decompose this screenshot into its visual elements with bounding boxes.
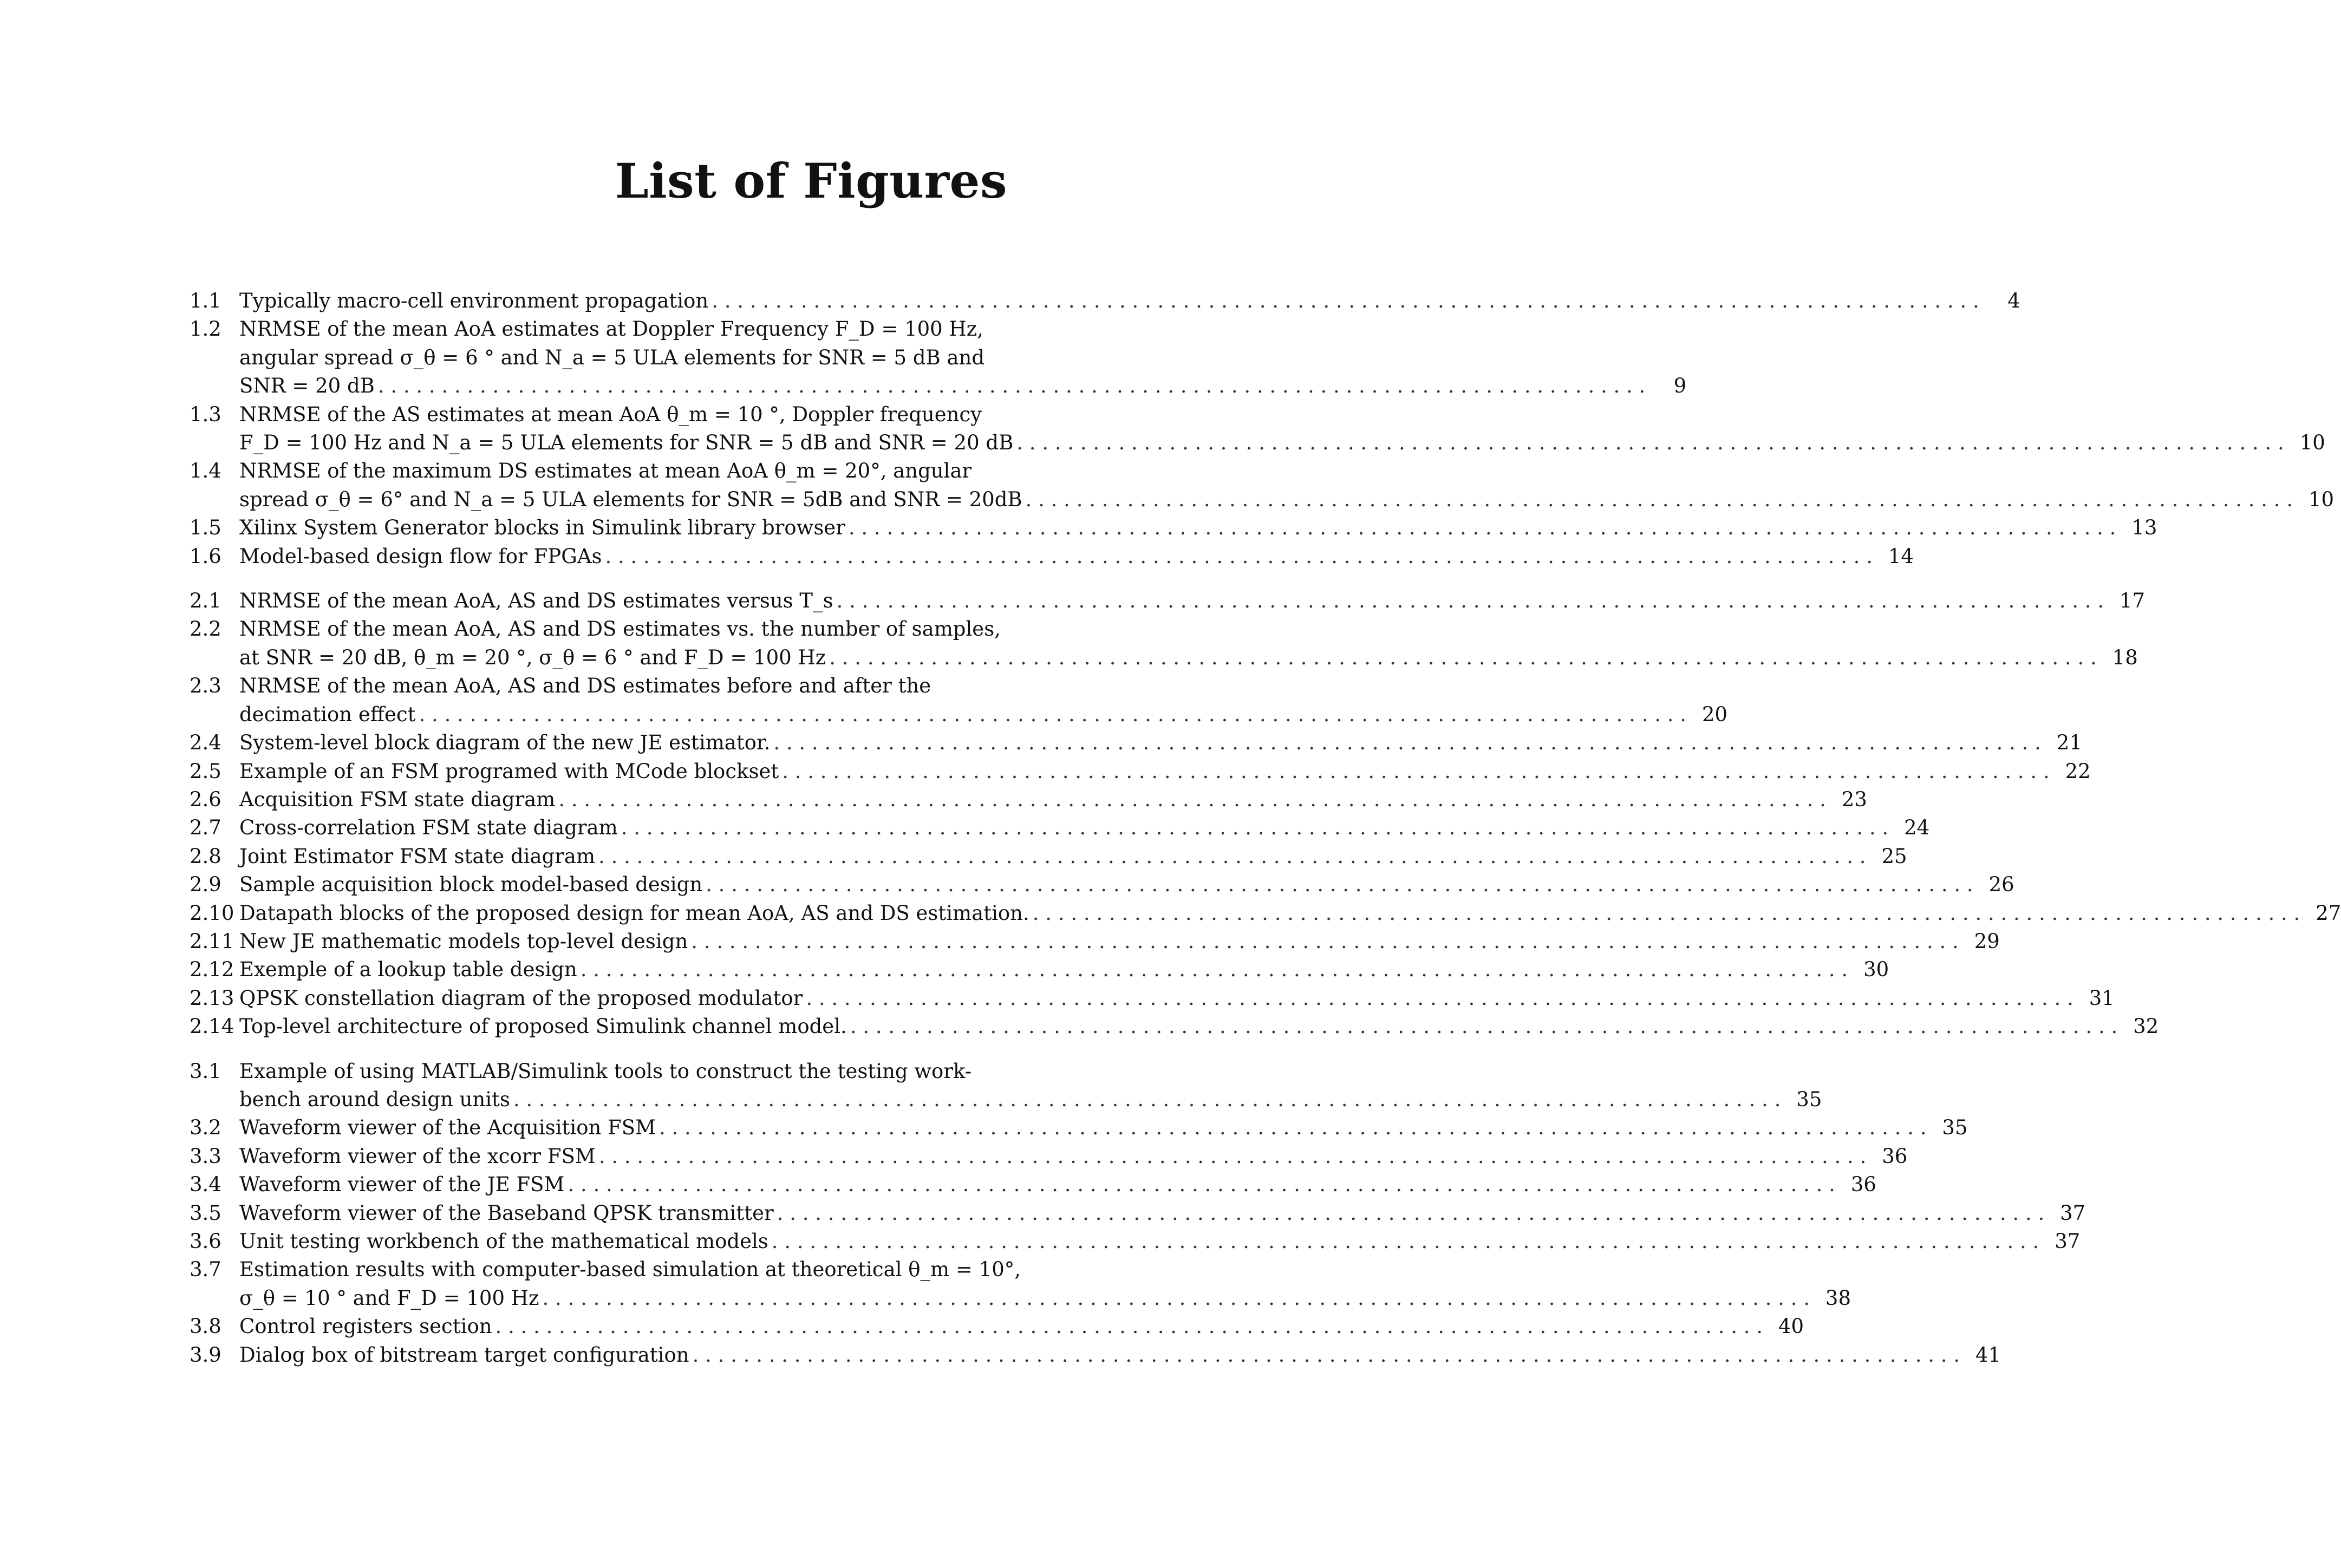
caption-text: NRMSE of the mean AoA, AS and DS estimates versus T_s <box>239 589 833 613</box>
figure-caption <box>239 1256 1851 1312</box>
figure-caption <box>239 927 2000 956</box>
page-number: 14 <box>1888 544 1914 568</box>
page-number: 40 <box>1778 1315 1804 1338</box>
figure-number: 3.9 <box>190 1343 221 1367</box>
figure-entry[interactable] <box>190 457 2335 514</box>
figure-caption <box>239 315 1687 400</box>
page-number: 36 <box>1850 1173 1876 1197</box>
page-number: 30 <box>1863 958 1889 982</box>
caption-text: at SNR = 20 dB, θ_m = 20 °, σ_θ = 6 ° and F_D = 100 Hz <box>239 645 826 669</box>
caption-text: Unit testing workbench of the mathematical models <box>239 1230 768 1253</box>
dot-leader <box>774 1199 2048 1227</box>
caption-last-line <box>239 1341 2001 1369</box>
dot-leader <box>833 587 2108 615</box>
page-number: 35 <box>1796 1087 1822 1111</box>
dot-leader <box>577 956 1851 984</box>
chapter-group <box>190 587 2341 1041</box>
figure-caption <box>239 672 1728 729</box>
figure-number: 3.1 <box>190 1059 221 1083</box>
figure-caption <box>239 287 2020 315</box>
page-number: 20 <box>1701 702 1728 726</box>
figure-entry[interactable] <box>190 543 1914 571</box>
dot-leader <box>595 842 1869 871</box>
page-number: 4 <box>2007 289 2020 312</box>
page-number: 36 <box>1882 1144 1908 1168</box>
chapter-group <box>190 1057 2086 1369</box>
dot-leader <box>555 786 1829 814</box>
page-number: 37 <box>2060 1201 2086 1225</box>
page-number: 29 <box>1974 929 2000 953</box>
figure-caption <box>239 1227 2081 1256</box>
figure-entry[interactable] <box>190 1114 1968 1142</box>
caption-text: σ_θ = 10 ° and F_D = 100 Hz <box>239 1286 539 1310</box>
figure-caption <box>239 1012 2159 1041</box>
caption-text: Waveform viewer of the xcorr FSM <box>239 1144 596 1168</box>
figure-entry[interactable] <box>190 1057 1822 1114</box>
page-number: 9 <box>1673 374 1687 398</box>
figure-number: 2.9 <box>190 873 221 897</box>
caption-last-line <box>239 984 2115 1012</box>
figure-caption <box>239 757 2091 786</box>
figure-entry[interactable] <box>190 287 2020 315</box>
caption-last-line <box>239 644 2138 672</box>
figure-entry[interactable] <box>190 842 1907 871</box>
figure-number: 2.1 <box>190 589 221 613</box>
figure-entry[interactable] <box>190 587 2146 615</box>
dot-leader <box>702 871 1977 899</box>
figure-number: 1.1 <box>190 289 221 312</box>
caption-text: F_D = 100 Hz and N_a = 5 ULA elements for SNR = 5 dB and SNR = 20 dB <box>239 431 1014 455</box>
page-title: List of Figures <box>615 153 1007 209</box>
dot-leader <box>618 814 1892 842</box>
caption-line: NRMSE of the mean AoA, AS and DS estimates vs. the number of samples, <box>239 617 1001 641</box>
figure-caption <box>239 457 2335 514</box>
figure-number: 3.8 <box>190 1315 221 1338</box>
figure-caption <box>239 814 1930 842</box>
figure-number: 1.3 <box>190 402 221 426</box>
caption-text: Example of an FSM programed with MCode blockset <box>239 759 779 783</box>
caption-text: New JE mathematic models top-level design <box>239 929 688 953</box>
figure-number: 3.5 <box>190 1201 221 1225</box>
figure-caption <box>239 729 2082 757</box>
caption-line: Estimation results with computer-based simulation at theoretical θ_m = 10°, <box>239 1258 1021 1282</box>
caption-last-line <box>239 729 2082 757</box>
chapter-group <box>190 287 2335 571</box>
figure-number: 2.2 <box>190 617 221 641</box>
list-of-figures <box>190 287 2341 1386</box>
figure-caption <box>239 984 2115 1012</box>
caption-last-line <box>239 1012 2159 1041</box>
figure-entry[interactable] <box>190 1312 1804 1341</box>
caption-line: NRMSE of the mean AoA, AS and DS estimates before and after the <box>239 674 931 698</box>
dot-leader <box>510 1086 1784 1114</box>
figure-entry[interactable] <box>190 757 2091 786</box>
figure-entry[interactable] <box>190 899 2341 927</box>
caption-text: Joint Estimator FSM state diagram <box>239 844 596 868</box>
caption-text: Sample acquisition block model-based design <box>239 873 703 897</box>
caption-text: QPSK constellation diagram of the proposed modulator <box>239 986 803 1010</box>
caption-text: Exemple of a lookup table design <box>239 958 577 982</box>
caption-last-line <box>239 587 2146 615</box>
caption-text: SNR = 20 dB <box>239 374 375 398</box>
figure-caption <box>239 899 2341 927</box>
figure-number: 1.6 <box>190 544 221 568</box>
caption-line: NRMSE of the AS estimates at mean AoA θ_m = 10 °, Doppler frequency <box>239 402 982 426</box>
caption-last-line <box>239 1227 2081 1256</box>
caption-text: Cross-correlation FSM state diagram <box>239 816 618 840</box>
figure-entry[interactable] <box>190 871 2014 899</box>
figure-caption <box>239 615 2138 672</box>
caption-last-line <box>239 1199 2086 1227</box>
caption-last-line <box>239 514 2157 542</box>
caption-last-line <box>239 1312 1804 1341</box>
page-number: 27 <box>2316 901 2341 925</box>
figure-number: 1.5 <box>190 516 221 540</box>
figure-caption <box>239 1341 2001 1369</box>
figure-caption <box>239 842 1907 871</box>
caption-line: angular spread σ_θ = 6 ° and N_a = 5 ULA elements for SNR = 5 dB and <box>239 345 985 369</box>
figure-entry[interactable] <box>190 786 1867 814</box>
page-number: 26 <box>1988 873 2014 897</box>
figure-caption <box>239 401 2325 458</box>
caption-last-line <box>239 486 2335 514</box>
figure-entry[interactable] <box>190 1012 2159 1041</box>
figure-entry[interactable] <box>190 1341 2001 1369</box>
dot-leader <box>539 1284 1814 1312</box>
page-number: 37 <box>2055 1230 2081 1253</box>
figure-number: 2.13 <box>190 986 234 1010</box>
dot-leader <box>492 1312 1766 1341</box>
dot-leader <box>768 1227 2043 1256</box>
caption-text: Control registers section <box>239 1315 492 1338</box>
dot-leader <box>1022 486 2297 514</box>
caption-text: Typically macro-cell environment propagation <box>239 289 709 312</box>
figure-caption <box>239 1057 1822 1114</box>
caption-last-line <box>239 287 2020 315</box>
figure-number: 2.12 <box>190 958 234 982</box>
caption-last-line <box>239 757 2091 786</box>
caption-last-line <box>239 842 1907 871</box>
page-number: 25 <box>1881 844 1907 868</box>
caption-last-line <box>239 1114 1968 1142</box>
caption-text: System-level block diagram of the new JE estimator. <box>239 731 771 755</box>
dot-leader <box>1029 899 2304 927</box>
figure-entry[interactable] <box>190 984 2115 1012</box>
caption-last-line <box>239 899 2341 927</box>
figure-entry[interactable] <box>190 956 1889 984</box>
caption-text: Top-level architecture of proposed Simulink channel model. <box>239 1015 847 1038</box>
figure-entry[interactable] <box>190 514 2157 542</box>
dot-leader <box>416 701 1690 729</box>
caption-line: NRMSE of the maximum DS estimates at mean AoA θ_m = 20°, angular <box>239 459 972 483</box>
page-number: 35 <box>1942 1116 1968 1140</box>
figure-entry[interactable] <box>190 1171 1876 1199</box>
figure-entry[interactable] <box>190 1256 1851 1312</box>
page-number: 21 <box>2056 731 2082 755</box>
figure-caption <box>239 956 1889 984</box>
figure-entry[interactable] <box>190 927 2000 956</box>
figure-number: 2.8 <box>190 844 221 868</box>
dot-leader <box>688 927 1962 956</box>
figure-entry[interactable] <box>190 1227 2081 1256</box>
caption-text: Xilinx System Generator blocks in Simulink library browser <box>239 516 845 540</box>
dot-leader <box>602 543 1876 571</box>
dot-leader <box>708 287 1983 315</box>
caption-text: spread σ_θ = 6° and N_a = 5 ULA elements for SNR = 5dB and SNR = 20dB <box>239 487 1022 511</box>
caption-last-line <box>239 372 1687 400</box>
caption-last-line <box>239 701 1728 729</box>
dot-leader <box>1013 429 2287 457</box>
caption-last-line <box>239 956 1889 984</box>
figure-number: 2.14 <box>190 1015 234 1038</box>
caption-last-line <box>239 1171 1876 1199</box>
dot-leader <box>803 984 2077 1012</box>
dot-leader <box>770 729 2044 757</box>
dot-leader <box>596 1142 1870 1171</box>
figure-entry[interactable] <box>190 315 1687 400</box>
caption-text: Dialog box of bitstream target configuration <box>239 1343 689 1367</box>
caption-last-line <box>239 1284 1851 1312</box>
dot-leader <box>564 1171 1838 1199</box>
caption-last-line <box>239 1086 1822 1114</box>
figure-number: 2.6 <box>190 787 221 811</box>
caption-text: Waveform viewer of the Baseband QPSK transmitter <box>239 1201 774 1225</box>
figure-number: 2.11 <box>190 929 234 953</box>
figure-caption <box>239 543 1914 571</box>
figure-entry[interactable] <box>190 1199 2086 1227</box>
caption-line: NRMSE of the mean AoA estimates at Doppler Frequency F_D = 100 Hz, <box>239 317 984 341</box>
figure-number: 2.4 <box>190 731 221 755</box>
figure-caption <box>239 514 2157 542</box>
caption-last-line <box>239 429 2325 457</box>
caption-text: Acquisition FSM state diagram <box>239 787 556 811</box>
caption-text: Datapath blocks of the proposed design for mean AoA, AS and DS estimation. <box>239 901 1029 925</box>
page-number: 38 <box>1825 1286 1851 1310</box>
figure-entry[interactable] <box>190 401 2325 458</box>
page-number: 24 <box>1904 816 1930 840</box>
page-number: 13 <box>2131 516 2157 540</box>
page-number: 22 <box>2065 759 2091 783</box>
figure-caption <box>239 1114 1968 1142</box>
figure-number: 3.4 <box>190 1173 221 1197</box>
figure-entry[interactable] <box>190 814 1930 842</box>
caption-text: decimation effect <box>239 702 416 726</box>
figure-entry[interactable] <box>190 672 1728 729</box>
figure-number: 1.2 <box>190 317 221 341</box>
caption-text: Waveform viewer of the JE FSM <box>239 1173 565 1197</box>
caption-last-line <box>239 1142 1908 1171</box>
figure-number: 2.3 <box>190 674 221 698</box>
dot-leader <box>826 644 2100 672</box>
figure-number: 2.7 <box>190 816 221 840</box>
figure-number: 3.3 <box>190 1144 221 1168</box>
figure-number: 1.4 <box>190 459 221 483</box>
figure-entry[interactable] <box>190 1142 1908 1171</box>
caption-last-line <box>239 786 1867 814</box>
figure-number: 2.5 <box>190 759 221 783</box>
page-number: 10 <box>2299 431 2325 455</box>
page-number: 31 <box>2089 986 2115 1010</box>
figure-caption <box>239 1312 1804 1341</box>
figure-number: 3.7 <box>190 1258 221 1282</box>
figure-caption <box>239 871 2014 899</box>
caption-text: Model-based design flow for FPGAs <box>239 544 602 568</box>
dot-leader <box>689 1341 1964 1369</box>
dot-leader <box>656 1114 1930 1142</box>
caption-last-line <box>239 814 1930 842</box>
figure-caption <box>239 1199 2086 1227</box>
figure-caption <box>239 786 1867 814</box>
figure-number: 2.10 <box>190 901 234 925</box>
dot-leader <box>845 514 2120 542</box>
page-number: 10 <box>2309 487 2335 511</box>
dot-leader <box>847 1012 2121 1041</box>
page-number: 23 <box>1841 787 1867 811</box>
dot-leader <box>779 757 2053 786</box>
dot-leader <box>375 372 1649 400</box>
caption-line: Example of using MATLAB/Simulink tools to construct the testing work- <box>239 1059 972 1083</box>
page-number: 41 <box>1975 1343 2001 1367</box>
figure-caption <box>239 1171 1876 1199</box>
caption-last-line <box>239 927 2000 956</box>
caption-text: bench around design units <box>239 1087 510 1111</box>
figure-number: 3.2 <box>190 1116 221 1140</box>
caption-last-line <box>239 871 2014 899</box>
figure-caption <box>239 1142 1908 1171</box>
page-number: 17 <box>2120 589 2146 613</box>
figure-entry[interactable] <box>190 729 2082 757</box>
page-number: 32 <box>2133 1015 2159 1038</box>
caption-last-line <box>239 543 1914 571</box>
figure-caption <box>239 587 2146 615</box>
caption-text: Waveform viewer of the Acquisition FSM <box>239 1116 656 1140</box>
figure-number: 3.6 <box>190 1230 221 1253</box>
figure-entry[interactable] <box>190 615 2138 672</box>
page-number: 18 <box>2112 645 2138 669</box>
